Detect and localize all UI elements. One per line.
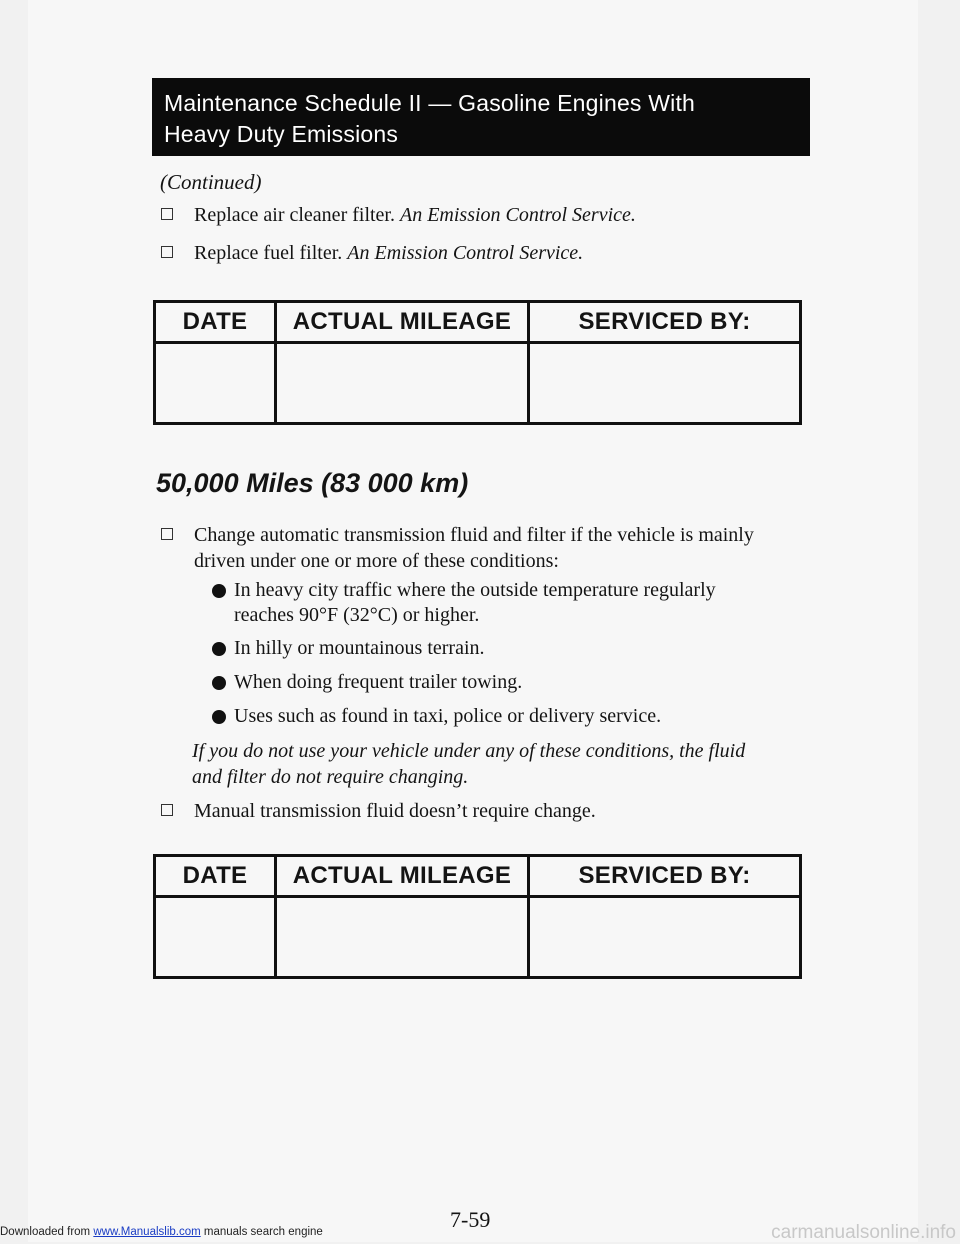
condition-taxi-police	[212, 704, 661, 729]
section-title-bar	[152, 78, 810, 156]
checklist-item-auto-trans	[160, 522, 754, 574]
mileage-heading: 50,000 Miles (83 000 km)	[156, 468, 469, 498]
footer-suffix: manuals search engine	[200, 1226, 323, 1238]
download-footer	[0, 1226, 323, 1238]
serviced-by-cell[interactable]	[529, 343, 801, 424]
date-cell[interactable]	[155, 343, 276, 424]
bullet-line-2: reaches 90°F (32°C) or higher.	[234, 604, 480, 626]
column-header-serviced-by: SERVICED BY:	[529, 302, 801, 343]
column-header-mileage: ACTUAL MILEAGE	[276, 856, 529, 897]
service-log-table-1	[153, 300, 802, 425]
item-text-line-1: Change automatic transmission fluid and filter if the vehicle is mainly	[194, 524, 754, 546]
page-number: 7-59	[450, 1207, 491, 1232]
bullet-text: When doing frequent trailer towing.	[234, 671, 523, 693]
bullet-icon	[212, 584, 226, 598]
mileage-cell[interactable]	[276, 897, 529, 978]
section-title-line-1: Maintenance Schedule II — Gasoline Engines With	[164, 90, 696, 116]
checklist-item-air-filter	[160, 202, 636, 228]
bullet-icon	[212, 676, 226, 690]
checkbox-icon	[161, 208, 173, 220]
date-cell[interactable]	[155, 897, 276, 978]
manualslib-link[interactable]: www.Manualslib.com	[93, 1226, 201, 1238]
note-line-1: If you do not use your vehicle under any of these conditions, the fluid	[192, 740, 746, 762]
checklist-item-fuel-filter	[160, 240, 583, 266]
conditions-note	[160, 738, 745, 790]
mileage-cell[interactable]	[276, 343, 529, 424]
column-header-mileage: ACTUAL MILEAGE	[276, 302, 529, 343]
checklist-item-manual-trans	[160, 798, 596, 824]
bullet-text: Uses such as found in taxi, police or delivery service.	[234, 705, 662, 727]
item-text: Replace air cleaner filter.	[194, 204, 395, 226]
bullet-icon	[212, 710, 226, 724]
item-text: Manual transmission fluid doesn’t require change.	[194, 800, 596, 822]
item-text: Replace fuel filter.	[194, 242, 343, 264]
note-line-2: and filter do not require changing.	[192, 766, 469, 788]
bullet-text: In hilly or mountainous terrain.	[234, 637, 485, 659]
condition-city-traffic	[212, 578, 716, 628]
serviced-by-cell[interactable]	[529, 897, 801, 978]
checkbox-icon	[161, 528, 173, 540]
bullet-line-1: In heavy city traffic where the outside temperature regularly	[234, 579, 716, 601]
item-text-line-2: driven under one or more of these conditions:	[194, 550, 559, 572]
column-header-date: DATE	[155, 302, 276, 343]
continued-label: (Continued)	[160, 170, 262, 194]
column-header-serviced-by: SERVICED BY:	[529, 856, 801, 897]
service-log-table-2	[153, 854, 802, 979]
condition-trailer-towing	[212, 670, 522, 695]
checkbox-icon	[161, 804, 173, 816]
bullet-icon	[212, 642, 226, 656]
condition-hilly-terrain	[212, 636, 485, 661]
checkbox-icon	[161, 246, 173, 258]
section-title-line-2: Heavy Duty Emissions	[164, 121, 399, 147]
footer-prefix: Downloaded from	[0, 1226, 94, 1238]
item-note: An Emission Control Service.	[347, 242, 584, 264]
column-header-date: DATE	[155, 856, 276, 897]
watermark-text: carmanualsonline.info	[771, 1222, 956, 1243]
item-note: An Emission Control Service.	[400, 204, 636, 226]
